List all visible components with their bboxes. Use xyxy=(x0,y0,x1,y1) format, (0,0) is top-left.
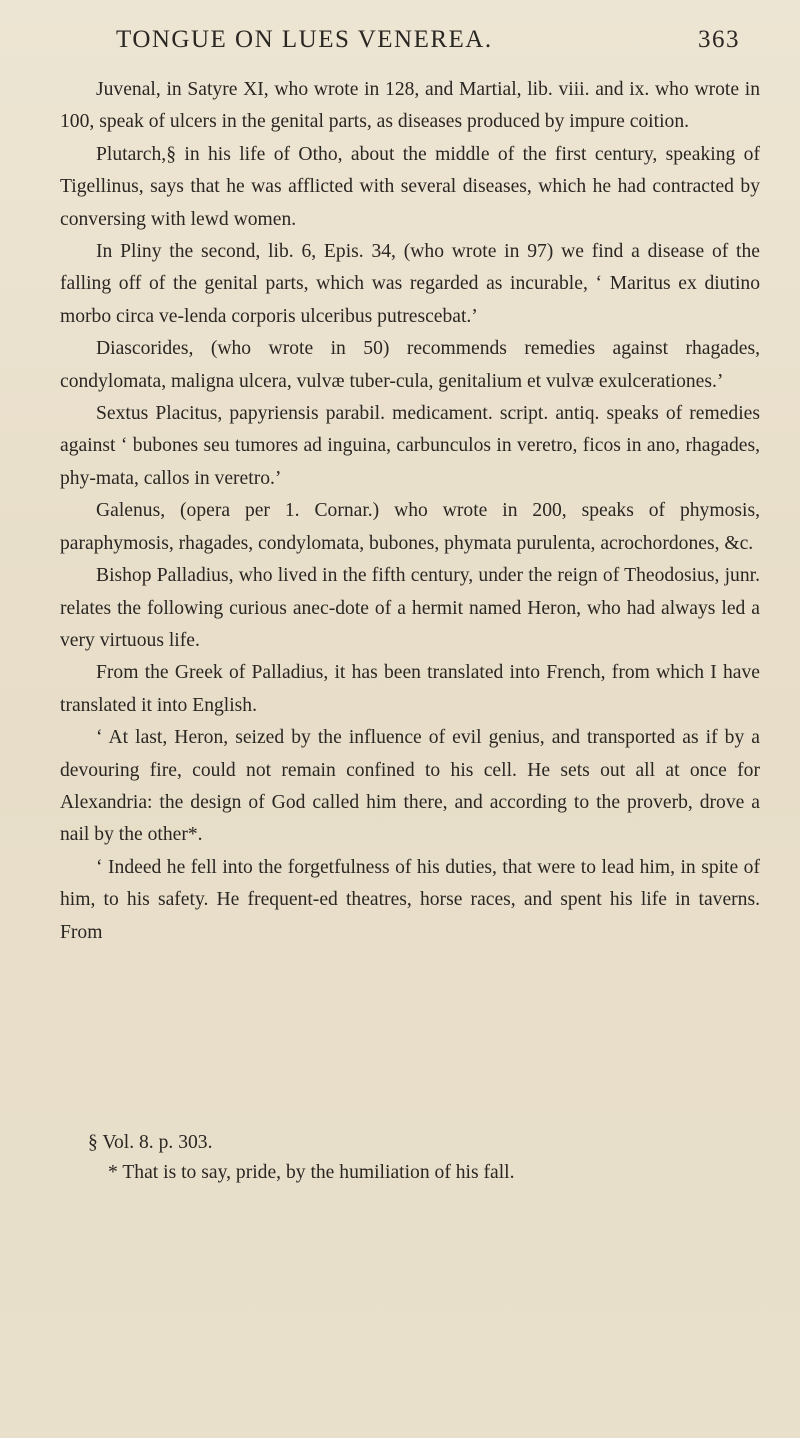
paragraph-juvenal: Juvenal, in Satyre XI, who wrote in 128, and Martial, lib. viii. and ix. who wrote in 100, speak of ulcers in the genital parts, as diseases produced by impure coition. xyxy=(60,79,760,133)
paragraph-sextus-placitus: Sextus Placitus, papyriensis parabil. medicament. script. antiq. speaks of remedies against ‘ bubones seu tumores ad inguina, carbunculos in veretro, ficos in ano, rhagades, phy-mata, callos in veretro.’ xyxy=(60,403,760,489)
running-header xyxy=(110,20,740,60)
paragraph-diascorides: Diascorides, (who wrote in 50) recommends remedies against rhagades, condylomata, maligna ulcera, vulvæ tuber-cula, genitalium et vulvæ exulcerationes.’ xyxy=(60,338,760,392)
paragraph-pliny: In Pliny the second, lib. 6, Epis. 34, (who wrote in 97) we find a disease of the falling off of the genital parts, which was regarded as incurable, ‘ Maritus ex diutino morbo circa ve-lenda corporis ulceribus putrescebat.’ xyxy=(60,241,760,327)
page-number: 363 xyxy=(698,26,740,53)
paragraph-palladius: Bishop Palladius, who lived in the fifth century, under the reign of Theodosius, junr. relates the following curious anec-dote of a hermit named Heron, who had always led a very virtuous life. xyxy=(60,565,760,651)
footnote-section: § Vol. 8. p. 303. xyxy=(88,1132,213,1153)
paragraph-heron-1: ‘ At last, Heron, seized by the influence of evil genius, and transported as if by a devouring fire, could not remain confined to his cell. He sets out all at once for Alexandria: the design of God called him there, and according to the proverb, drove a nail by the other*. xyxy=(60,727,760,846)
running-title: TONGUE ON LUES VENEREA. xyxy=(116,26,493,53)
footnote-asterisk: * That is to say, pride, by the humiliation of his fall. xyxy=(108,1162,515,1183)
paragraph-heron-2: ‘ Indeed he fell into the forgetfulness of his duties, that were to lead him, in spite of him, to his safety. He frequent-ed theatres, horse races, and spent his life in taverns. From xyxy=(60,856,760,943)
paragraph-galenus: Galenus, (opera per 1. Cornar.) who wrote in 200, speaks of phymosis, paraphymosis, rhagades, condylomata, bubones, phymata purulenta, acrochordones, &c. xyxy=(60,500,760,554)
paragraph-translation-note: From the Greek of Palladius, it has been translated into French, from which I have translated it into English. xyxy=(60,662,760,716)
paragraph-plutarch: Plutarch,§ in his life of Otho, about the middle of the first century, speaking of Tigellinus, says that he was afflicted with several diseases, which he had contracted by conversing with lewd women. xyxy=(60,143,760,230)
main-text xyxy=(60,74,760,949)
footnotes xyxy=(88,1128,768,1188)
